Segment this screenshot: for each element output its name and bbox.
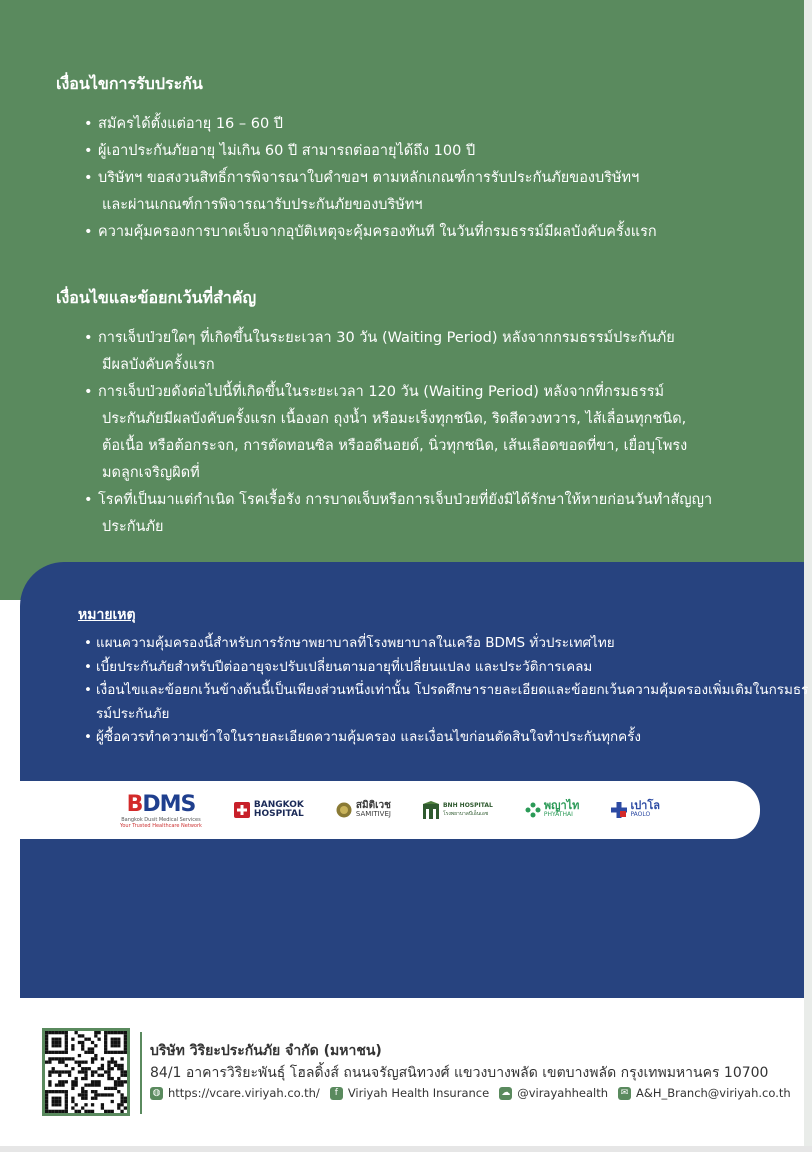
hospital-logos-strip <box>20 781 760 839</box>
facebook-link[interactable]: Viriyah Health Insurance <box>347 1086 490 1100</box>
underwriting-item <box>56 219 657 246</box>
exclusions-section <box>56 286 712 541</box>
phyathai-icon <box>525 802 541 818</box>
note-item <box>78 632 812 656</box>
facebook-icon: f <box>330 1087 343 1100</box>
bullet-icon: • <box>84 492 93 508</box>
underwriting-list <box>56 111 657 246</box>
exclusion-item <box>56 379 712 487</box>
mail-icon: ✉ <box>618 1087 631 1100</box>
page-edge <box>804 0 812 1152</box>
bullet-icon: • <box>84 116 93 132</box>
notes-list <box>78 632 812 750</box>
note-item-line: เงื่อนไขและข้อยกเว้นข้างต้นนี้เป็นเพียงส่วนหนึ่งเท่านั้น โปรดศึกษารายละเอียดและข้อยกเว้นความคุ้มครอง <box>96 682 709 698</box>
underwriting-item-line: บริษัทฯ ขอสงวนสิทธิ์การพิจารณาใบคำขอฯ ตามหลักเกณฑ์การรับประกันภัยของบริษัทฯ <box>98 170 640 186</box>
exclusion-item-line: โรคที่เป็นมาแต่กำเนิด โรคเรื้อรัง การบาดเจ็บหรือการเจ็บป่วยที่ยังมิได้รักษาให้หายก่อนวันทำสัญญา <box>98 492 713 508</box>
email-link[interactable]: A&H_Branch@viriyah.co.th <box>636 1086 791 1100</box>
company-name: บริษัท วิริยะประกันภัย จำกัด (มหาชน) <box>150 1043 382 1059</box>
bullet-icon: • <box>84 143 93 159</box>
phyathai-logo: พญาไท PHYATHAI <box>525 801 580 819</box>
exclusion-item <box>56 325 712 379</box>
underwriting-item-line: ผู้เอาประกันภัยอายุ ไม่เกิน 60 ปี สามารถต่ออายุได้ถึง 100 ปี <box>98 143 476 159</box>
qr-code[interactable] <box>42 1028 130 1116</box>
bullet-icon: • <box>84 330 93 346</box>
exclusion-item-line: ประกันภัย <box>102 519 164 535</box>
globe-icon: ◍ <box>150 1087 163 1100</box>
exclusion-item-line: มีผลบังคับครั้งแรก <box>102 357 215 373</box>
bangkok-hospital-logo: BANGKOK HOSPITAL <box>234 801 304 819</box>
exclusion-item <box>56 487 712 541</box>
underwriting-heading: เงื่อนไขการรับประกัน <box>56 74 203 93</box>
underwriting-item-line: และผ่านเกณฑ์การพิจารณารับประกันภัยของบริษัทฯ <box>102 197 423 213</box>
underwriting-item <box>56 165 657 219</box>
qr-code-icon <box>45 1031 127 1113</box>
bullet-icon: • <box>84 384 93 400</box>
notes-heading: หมายเหตุ <box>78 607 136 623</box>
exclusion-item-line: ประกันภัยมีผลบังคับครั้งแรก เนื้องอก ถุงน้ำ หรือมะเร็งทุกชนิด, ริดสีดวงทวาร, ไส้เลื่อนทุกชนิด, <box>102 411 687 427</box>
underwriting-item-line: สมัครได้ตั้งแต่อายุ 16 – 60 ปี <box>98 116 284 132</box>
note-item-line: เบี้ยประกันภัยสำหรับปีต่ออายุจะปรับเปลี่ยนตามอายุที่เปลี่ยนแปลง และประวัติการเคลม <box>96 658 593 675</box>
exclusions-heading: เงื่อนไขและข้อยกเว้นที่สำคัญ <box>56 288 257 307</box>
exclusion-item-line: มดลูกเจริญผิดที่ <box>102 465 200 481</box>
note-item <box>78 679 812 726</box>
note-item-line: แผนความคุ้มครองนี้สำหรับการรักษาพยาบาลที่โรงพยาบาลในเครือ BDMS ทั่วประเทศไทย <box>96 635 615 651</box>
website-link[interactable]: https://vcare.viriyah.co.th/ <box>168 1086 320 1100</box>
underwriting-section <box>56 72 657 246</box>
line-contact[interactable] <box>499 1086 608 1100</box>
bullet-icon: • <box>84 170 93 186</box>
note-item <box>78 726 812 750</box>
notes-section <box>78 604 812 750</box>
bangkok-hospital-icon <box>234 802 250 818</box>
underwriting-item <box>56 138 657 165</box>
exclusion-item-line: การเจ็บป่วยใดๆ ที่เกิดขึ้นในระยะเวลา 30 วัน (Waiting Period) หลังจากกรมธรรม์ประกันภัย <box>98 330 675 346</box>
footer-divider <box>140 1032 142 1114</box>
bullet-icon: • <box>84 729 92 745</box>
line-chat-icon: ☁ <box>501 1088 511 1098</box>
exclusion-item-line: ต้อเนื้อ หรือต้อกระจก, การตัดทอนซิล หรืออดีนอยด์, นิ่วทุกชนิด, เส้นเลือดขอดที่ขา, เยื่อบุโพรง <box>102 438 688 454</box>
paolo-icon <box>611 802 627 818</box>
bnh-icon <box>423 801 439 819</box>
line-link[interactable]: @virayahhealth <box>517 1086 609 1100</box>
company-address: 84/1 อาคารวิริยะพันธุ์ โฮลดิ้งส์ ถนนจรัญสนิทวงศ์ แขวงบางพลัด เขตบางพลัด กรุงเทพมหานคร 10700 <box>150 1065 769 1081</box>
bnh-logo: BNH HOSPITAL โรงพยาบาลบีเอ็นเอช <box>423 801 493 819</box>
email-contact[interactable] <box>618 1086 791 1100</box>
bullet-icon: • <box>84 658 92 675</box>
note-item-line: เพิ่มเติมในกรมธรรม์ประกันภัย <box>96 682 809 722</box>
contact-row <box>150 1086 801 1100</box>
exclusions-list <box>56 325 712 541</box>
bullet-icon: • <box>84 635 92 651</box>
bottom-strip <box>0 1146 812 1152</box>
samitivej-logo: สมิติเวช SAMITIVEJ <box>336 801 391 819</box>
underwriting-item <box>56 111 657 138</box>
underwriting-item-line: ความคุ้มครองการบาดเจ็บจากอุบัติเหตุจะคุ้มครองทันที ในวันที่กรมธรรม์มีผลบังคับครั้งแรก <box>98 224 657 240</box>
note-item <box>78 656 812 680</box>
paolo-logo: เปาโล PAOLO <box>611 801 660 819</box>
facebook-contact[interactable] <box>330 1086 489 1100</box>
bullet-icon: • <box>84 224 93 240</box>
bdms-logo: BDMS Bangkok Dusit Medical Services Your Trusted Healthcare Network <box>119 791 202 829</box>
bullet-icon: • <box>84 682 92 698</box>
exclusion-item-line: การเจ็บป่วยดังต่อไปนี้ที่เกิดขึ้นในระยะเวลา 120 วัน (Waiting Period) หลังจากที่กรมธรรม์ <box>98 384 665 400</box>
website-contact[interactable] <box>150 1086 320 1100</box>
note-item-line: ผู้ซื้อควรทำความเข้าใจในรายละเอียดความคุ้มครอง และเงื่อนไขก่อนตัดสินใจทำประกันทุกครั้ง <box>96 729 642 745</box>
samitivej-icon <box>336 802 352 818</box>
